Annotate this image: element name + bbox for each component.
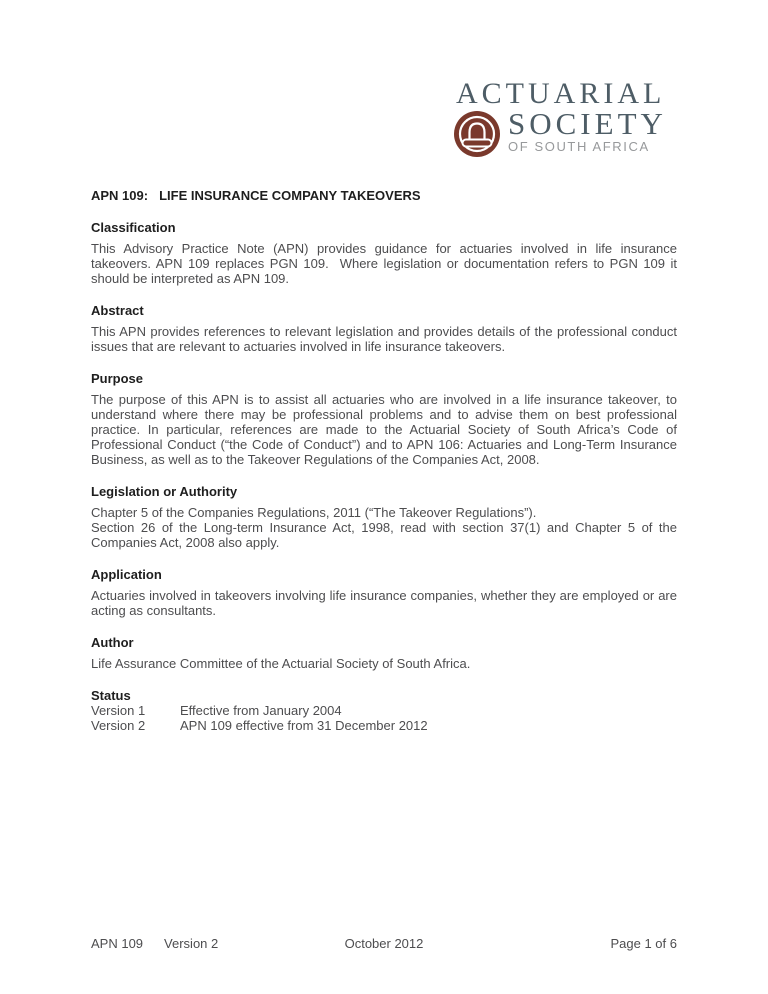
- logo-bottom-row: [454, 106, 694, 157]
- footer-version: Version 2: [164, 936, 219, 951]
- section-legislation: [91, 484, 681, 550]
- section-heading-author: Author: [91, 635, 134, 650]
- author-paragraph: Life Assurance Committee of the Actuarial Society of South Africa.: [91, 656, 471, 671]
- status-version-description: APN 109 effective from 31 December 2012: [180, 718, 428, 733]
- status-version-label: Version 2: [91, 718, 146, 733]
- section-abstract: [91, 303, 681, 354]
- section-heading-application: Application: [91, 567, 162, 582]
- section-heading-status: Status: [91, 688, 131, 703]
- legislation-paragraph-1: Chapter 5 of the Companies Regulations, 2011 (“The Takeover Regulations”).: [91, 505, 537, 520]
- abstract-paragraph: This APN provides references to relevant legislation and provides details of the professional conduct issues that are relevant to actuaries involved in life insurance takeovers.: [91, 324, 681, 354]
- section-application: [91, 567, 681, 618]
- section-heading-purpose: Purpose: [91, 371, 144, 386]
- footer-page-number: Page 1 of 6: [610, 936, 677, 951]
- status-version-label: Version 1: [91, 703, 146, 718]
- logo-wordmark-actuarial: ACTUARIAL: [456, 77, 666, 110]
- page-footer: [91, 936, 677, 951]
- status-version-description: Effective from January 2004: [180, 703, 342, 718]
- section-heading-legislation: Legislation or Authority: [91, 484, 238, 499]
- section-purpose: [91, 371, 681, 467]
- logo-text-column: [508, 106, 667, 154]
- logo-subtext: OF SOUTH AFRICA: [508, 139, 650, 154]
- document-title-text: LIFE INSURANCE COMPANY TAKEOVERS: [159, 188, 421, 203]
- section-author: [91, 635, 677, 671]
- legislation-paragraph-2: Section 26 of the Long-term Insurance Act, 1998, read with section 37(1) and Chapter 5 of the Companies Act, 2008 also apply.: [91, 520, 681, 550]
- footer-date: October 2012: [344, 936, 424, 951]
- section-heading-abstract: Abstract: [91, 303, 144, 318]
- document-title: [91, 188, 677, 203]
- actuarial-society-logo: [454, 77, 694, 157]
- footer-doc-ref: APN 109: [91, 936, 144, 951]
- purpose-paragraph: The purpose of this APN is to assist all actuaries who are involved in a life insurance takeover, to understand where there may be professional problems and to advise them on best professional practice. In particular, references are made to the Actuarial Society of South Africa’s Code of Professional Conduct (“the Code of Conduct”) and to APN 106: Actuaries and Long-Term Insurance Business, as well as to the Takeover Regulations of the Companies Act, 2008.: [91, 392, 681, 467]
- status-row-version-1: [91, 703, 677, 718]
- document-body: [91, 188, 681, 733]
- footer-left: [91, 936, 284, 951]
- document-number: APN 109:: [91, 188, 149, 203]
- status-row-version-2: [91, 718, 677, 733]
- application-paragraph: Actuaries involved in takeovers involving life insurance companies, whether they are employed or are acting as consultants.: [91, 588, 681, 618]
- section-classification: [91, 220, 681, 286]
- logo-wordmark-society: SOCIETY: [508, 106, 667, 141]
- section-heading-classification: Classification: [91, 220, 176, 235]
- actuarial-society-emblem-icon: [454, 111, 500, 157]
- section-status: [91, 688, 677, 733]
- classification-paragraph: This Advisory Practice Note (APN) provides guidance for actuaries involved in life insurance takeovers. APN 109 replaces PGN 109. Where legislation or documentation refers to PGN 109 it should be interpreted as APN 109.: [91, 241, 681, 286]
